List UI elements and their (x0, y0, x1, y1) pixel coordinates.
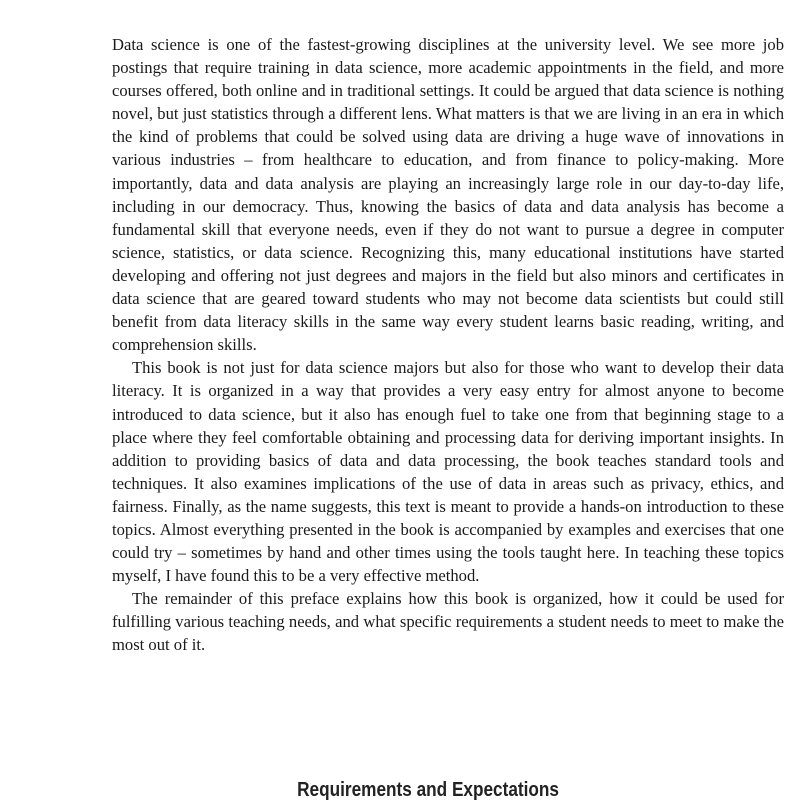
paragraph-1: Data science is one of the fastest-growing disciplines at the university level. We see more job postings that require training in data science, more academic appointments in the field, and more courses offered, both online and in traditional settings. It could be argued that data science is nothing novel, but just statistics through a different lens. What matters is that we are living in an era in which the kind of problems that could be solved using data are driving a huge wave of innovations in various industries – from healthcare to education, and from finance to policy-making. More importantly, data and data analysis are playing an increasingly large role in our day-to-day life, including in our democracy. Thus, knowing the basics of data and data analysis has become a fundamental skill that everyone needs, even if they do not want to pursue a degree in computer science, statistics, or data science. Recognizing this, many educational institutions have started developing and offering not just degrees and majors in the field but also minors and certificates in data science that are geared toward students who may not become data scientists but could still benefit from data literacy skills in the same way every student learns basic reading, writing, and comprehension skills. (112, 35, 784, 355)
paragraph-3: The remainder of this preface explains how this book is organized, how it could be used for fulfilling various teaching needs, and what specific requirements a student needs to meet to make the most out of it. (112, 589, 784, 655)
paragraph-2: This book is not just for data science majors but also for those who want to develop their data literacy. It is organized in a way that provides a very easy entry for almost anyone to become introduced to data science, but it also has enough fuel to take one from that beginning stage to a place where they feel comfortable obtaining and processing data for deriving important insights. In addition to providing basics of data and data processing, the book teaches standard tools and techniques. It also examines implications of the use of data in areas such as privacy, ethics, and fairness. Finally, as the name suggests, this text is meant to provide a hands-on introduction to these topics. Almost everything presented in the book is accompanied by examples and exercises that one could try – sometimes by hand and other times using the tools taught here. In teaching these topics myself, I have found this to be a very effective method. (112, 358, 784, 586)
preface-body (112, 33, 784, 657)
section-heading: Requirements and Expectations (297, 779, 560, 801)
